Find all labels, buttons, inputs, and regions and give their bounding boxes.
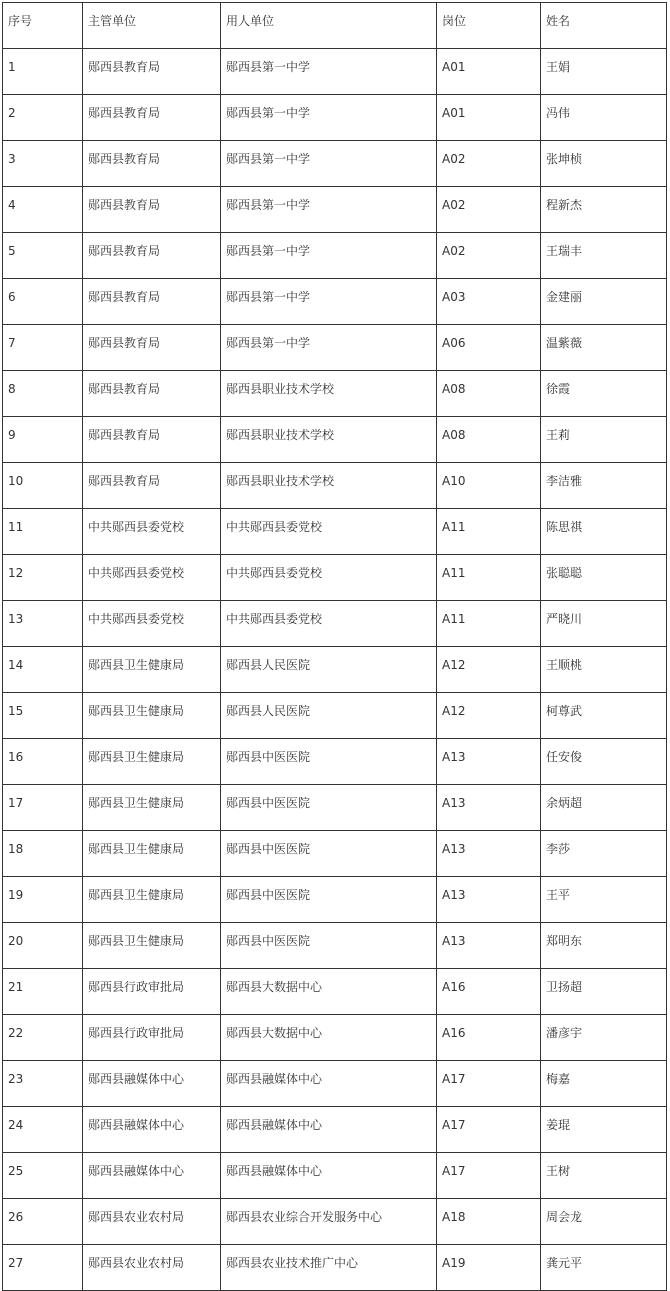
header-row	[3, 3, 667, 49]
cell-name: 温紫薇	[541, 325, 667, 371]
cell-department: 郧西县教育局	[83, 325, 221, 371]
cell-name: 王树	[541, 1153, 667, 1199]
cell-employer: 郧西县人民医院	[221, 647, 437, 693]
cell-employer: 郧西县第一中学	[221, 141, 437, 187]
cell-department: 郧西县行政审批局	[83, 1015, 221, 1061]
table-row	[3, 647, 667, 693]
cell-department: 郧西县教育局	[83, 187, 221, 233]
header-cell-name: 姓名	[541, 3, 667, 49]
cell-index: 20	[3, 923, 83, 969]
cell-position: A02	[437, 233, 541, 279]
table-row	[3, 877, 667, 923]
cell-employer: 郧西县第一中学	[221, 49, 437, 95]
cell-position: A13	[437, 831, 541, 877]
cell-index: 10	[3, 463, 83, 509]
cell-employer: 中共郧西县委党校	[221, 555, 437, 601]
cell-employer: 郧西县中医医院	[221, 923, 437, 969]
cell-index: 16	[3, 739, 83, 785]
cell-position: A17	[437, 1153, 541, 1199]
cell-employer: 郧西县第一中学	[221, 187, 437, 233]
cell-employer: 中共郧西县委党校	[221, 601, 437, 647]
cell-department: 郧西县教育局	[83, 279, 221, 325]
cell-department: 郧西县教育局	[83, 463, 221, 509]
cell-department: 郧西县卫生健康局	[83, 831, 221, 877]
cell-index: 21	[3, 969, 83, 1015]
cell-name: 王莉	[541, 417, 667, 463]
cell-name: 王瑞丰	[541, 233, 667, 279]
table-row	[3, 509, 667, 555]
table-row	[3, 417, 667, 463]
cell-index: 14	[3, 647, 83, 693]
cell-name: 王平	[541, 877, 667, 923]
cell-position: A03	[437, 279, 541, 325]
cell-employer: 郧西县农业综合开发服务中心	[221, 1199, 437, 1245]
cell-department: 郧西县教育局	[83, 371, 221, 417]
cell-index: 3	[3, 141, 83, 187]
cell-position: A16	[437, 969, 541, 1015]
cell-position: A11	[437, 601, 541, 647]
cell-department: 中共郧西县委党校	[83, 601, 221, 647]
cell-position: A17	[437, 1107, 541, 1153]
cell-position: A13	[437, 785, 541, 831]
cell-position: A13	[437, 923, 541, 969]
table-row	[3, 785, 667, 831]
cell-employer: 郧西县融媒体中心	[221, 1107, 437, 1153]
table-row	[3, 95, 667, 141]
table-row	[3, 1015, 667, 1061]
cell-position: A02	[437, 141, 541, 187]
table-row	[3, 923, 667, 969]
cell-employer: 郧西县融媒体中心	[221, 1061, 437, 1107]
cell-name: 郑明东	[541, 923, 667, 969]
cell-employer: 郧西县第一中学	[221, 95, 437, 141]
cell-department: 郧西县教育局	[83, 49, 221, 95]
cell-department: 郧西县教育局	[83, 141, 221, 187]
table-row	[3, 141, 667, 187]
cell-department: 郧西县卫生健康局	[83, 877, 221, 923]
cell-department: 郧西县卫生健康局	[83, 693, 221, 739]
cell-employer: 郧西县职业技术学校	[221, 371, 437, 417]
cell-department: 郧西县卫生健康局	[83, 739, 221, 785]
cell-name: 梅嘉	[541, 1061, 667, 1107]
results-table-container	[2, 2, 666, 1291]
header-cell-index: 序号	[3, 3, 83, 49]
cell-employer: 郧西县大数据中心	[221, 969, 437, 1015]
cell-name: 徐霞	[541, 371, 667, 417]
table-header	[3, 3, 667, 49]
table-row	[3, 371, 667, 417]
cell-position: A12	[437, 693, 541, 739]
cell-name: 程新杰	[541, 187, 667, 233]
cell-name: 王顺桃	[541, 647, 667, 693]
cell-department: 郧西县融媒体中心	[83, 1061, 221, 1107]
cell-name: 柯尊武	[541, 693, 667, 739]
cell-employer: 郧西县中医医院	[221, 877, 437, 923]
cell-position: A08	[437, 417, 541, 463]
cell-employer: 郧西县职业技术学校	[221, 417, 437, 463]
cell-name: 王娟	[541, 49, 667, 95]
cell-employer: 郧西县中医医院	[221, 831, 437, 877]
cell-employer: 中共郧西县委党校	[221, 509, 437, 555]
cell-position: A19	[437, 1245, 541, 1291]
cell-index: 5	[3, 233, 83, 279]
cell-department: 郧西县教育局	[83, 233, 221, 279]
cell-position: A06	[437, 325, 541, 371]
cell-index: 1	[3, 49, 83, 95]
table-row	[3, 555, 667, 601]
cell-name: 冯伟	[541, 95, 667, 141]
table-row	[3, 601, 667, 647]
table-row	[3, 187, 667, 233]
cell-index: 4	[3, 187, 83, 233]
table-row	[3, 693, 667, 739]
table-row	[3, 1061, 667, 1107]
cell-department: 郧西县农业农村局	[83, 1199, 221, 1245]
table-row	[3, 1245, 667, 1291]
cell-name: 严晓川	[541, 601, 667, 647]
cell-index: 26	[3, 1199, 83, 1245]
cell-index: 27	[3, 1245, 83, 1291]
cell-index: 11	[3, 509, 83, 555]
cell-department: 郧西县卫生健康局	[83, 647, 221, 693]
cell-name: 陈思祺	[541, 509, 667, 555]
table-row	[3, 1153, 667, 1199]
cell-position: A11	[437, 555, 541, 601]
table-row	[3, 279, 667, 325]
cell-index: 17	[3, 785, 83, 831]
cell-employer: 郧西县第一中学	[221, 233, 437, 279]
cell-department: 中共郧西县委党校	[83, 555, 221, 601]
cell-name: 任安俊	[541, 739, 667, 785]
cell-position: A16	[437, 1015, 541, 1061]
cell-employer: 郧西县农业技术推广中心	[221, 1245, 437, 1291]
table-row	[3, 233, 667, 279]
cell-index: 23	[3, 1061, 83, 1107]
table-row	[3, 325, 667, 371]
table-row	[3, 1107, 667, 1153]
cell-employer: 郧西县第一中学	[221, 325, 437, 371]
cell-name: 卫扬超	[541, 969, 667, 1015]
cell-name: 周会龙	[541, 1199, 667, 1245]
cell-position: A12	[437, 647, 541, 693]
table-body	[3, 49, 667, 1291]
header-cell-position: 岗位	[437, 3, 541, 49]
cell-name: 张聪聪	[541, 555, 667, 601]
header-cell-department: 主管单位	[83, 3, 221, 49]
cell-position: A17	[437, 1061, 541, 1107]
table-row	[3, 969, 667, 1015]
cell-employer: 郧西县大数据中心	[221, 1015, 437, 1061]
cell-employer: 郧西县第一中学	[221, 279, 437, 325]
table-row	[3, 831, 667, 877]
cell-department: 郧西县融媒体中心	[83, 1107, 221, 1153]
cell-employer: 郧西县中医医院	[221, 739, 437, 785]
cell-position: A10	[437, 463, 541, 509]
cell-position: A08	[437, 371, 541, 417]
cell-index: 19	[3, 877, 83, 923]
cell-department: 郧西县教育局	[83, 95, 221, 141]
cell-employer: 郧西县中医医院	[221, 785, 437, 831]
cell-name: 张坤桢	[541, 141, 667, 187]
cell-position: A13	[437, 877, 541, 923]
cell-department: 郧西县卫生健康局	[83, 923, 221, 969]
cell-index: 24	[3, 1107, 83, 1153]
cell-index: 22	[3, 1015, 83, 1061]
cell-position: A11	[437, 509, 541, 555]
cell-position: A02	[437, 187, 541, 233]
cell-index: 7	[3, 325, 83, 371]
cell-index: 9	[3, 417, 83, 463]
cell-position: A13	[437, 739, 541, 785]
cell-position: A01	[437, 49, 541, 95]
cell-index: 13	[3, 601, 83, 647]
cell-name: 李莎	[541, 831, 667, 877]
cell-name: 姜琨	[541, 1107, 667, 1153]
cell-name: 余炳超	[541, 785, 667, 831]
cell-index: 15	[3, 693, 83, 739]
cell-department: 郧西县融媒体中心	[83, 1153, 221, 1199]
cell-index: 18	[3, 831, 83, 877]
cell-department: 中共郧西县委党校	[83, 509, 221, 555]
cell-position: A18	[437, 1199, 541, 1245]
cell-index: 12	[3, 555, 83, 601]
cell-employer: 郧西县融媒体中心	[221, 1153, 437, 1199]
cell-employer: 郧西县职业技术学校	[221, 463, 437, 509]
cell-index: 8	[3, 371, 83, 417]
cell-index: 2	[3, 95, 83, 141]
results-table	[2, 2, 667, 1291]
cell-index: 6	[3, 279, 83, 325]
cell-position: A01	[437, 95, 541, 141]
table-row	[3, 739, 667, 785]
cell-department: 郧西县卫生健康局	[83, 785, 221, 831]
cell-department: 郧西县行政审批局	[83, 969, 221, 1015]
cell-department: 郧西县教育局	[83, 417, 221, 463]
cell-name: 龚元平	[541, 1245, 667, 1291]
table-row	[3, 49, 667, 95]
cell-name: 金建丽	[541, 279, 667, 325]
cell-name: 李洁雅	[541, 463, 667, 509]
header-cell-employer: 用人单位	[221, 3, 437, 49]
cell-department: 郧西县农业农村局	[83, 1245, 221, 1291]
cell-employer: 郧西县人民医院	[221, 693, 437, 739]
cell-index: 25	[3, 1153, 83, 1199]
table-row	[3, 1199, 667, 1245]
table-row	[3, 463, 667, 509]
cell-name: 潘彦宇	[541, 1015, 667, 1061]
